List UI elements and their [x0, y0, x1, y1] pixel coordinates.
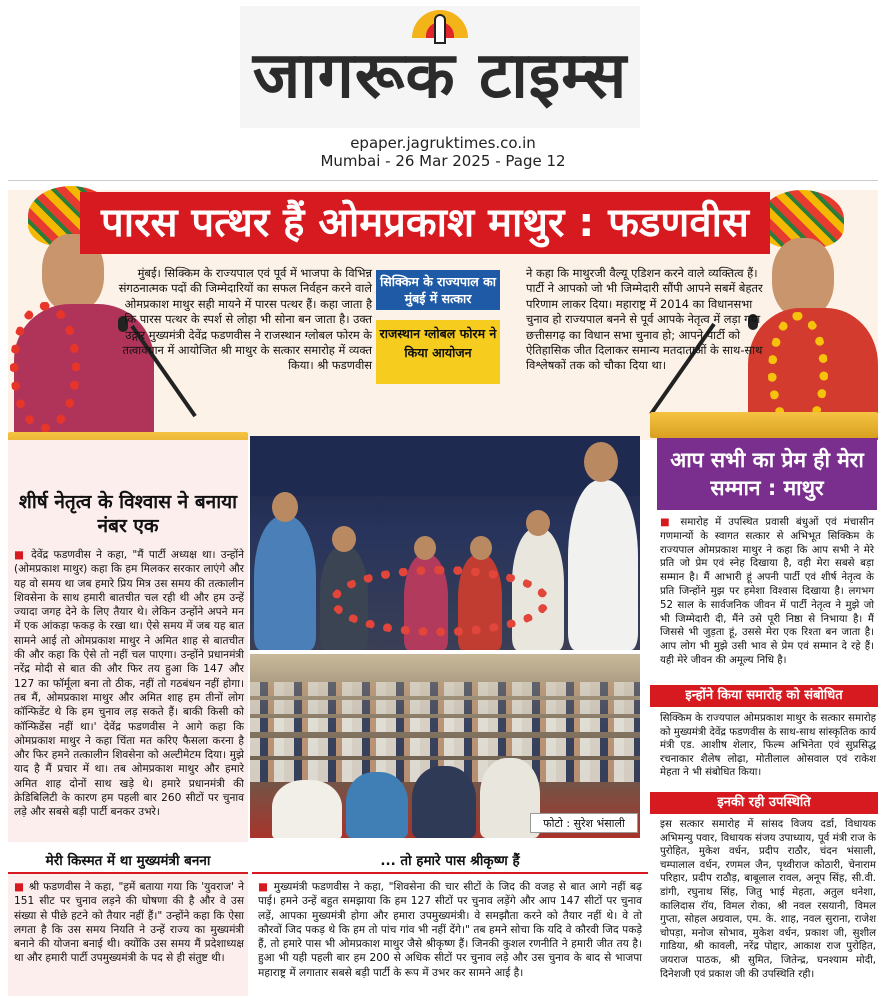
audience-front-3 [412, 766, 476, 838]
face-right [772, 238, 834, 318]
stage-person-1 [254, 516, 316, 650]
podium-right [650, 412, 878, 438]
masthead [240, 6, 640, 128]
stage-head-3 [414, 536, 436, 560]
lead-text-right: ने कहा कि माथुरजी वैल्यू एडिशन करने वाले व्यक्तित्व हैं। पार्टी ने आपको जो भी जिम्मेदारी सौंपी आपने सबमें बेहतर परिणाम लाकर दिया। महाराष्ट्र में 2014 का विधानसभा चुनाव हो राज्यपाल बनने से पूर्व आपके नेतृत्व में लड़ा गया छत्तीसगढ़ का विधान सभा चुनाव हो; आपने पार्टी को ऐतिहासिक जीत दिलाकर समान्य मतदाताओं के साथ-साथ विश्लेषकों तक को चौका दिया था। [526, 266, 763, 373]
highlight-box-forum: राजस्थान ग्लोबल फोरम ने किया आयोजन [376, 320, 500, 384]
garland-left [10, 302, 80, 432]
left-article-body [14, 548, 244, 820]
present-heading: इनकी रही उपस्थिति [650, 792, 878, 814]
newspaper-logo: जागरूक टाइम्स [252, 39, 628, 113]
right-article-heading: आप सभी का प्रेम ही मेरा सम्मान : माथुर [657, 438, 877, 510]
crowd-row-2 [250, 700, 640, 714]
addressed-heading: इन्होंने किया समारोह को संबोधित [650, 685, 878, 707]
bottom-mid-body [258, 880, 642, 980]
lead-text-left: मुंबई। सिक्किम के राज्यपाल एवं पूर्व में भाजपा के विभिन्न संगठनात्मक पदों की जिम्मेदारियों का सफल निर्वहन करने वाले ओमप्रकाश माथुर सही मायने में पारस पत्थर हैं। कहा जाता है कि पारस पत्थर के स्पर्श से लोहा भी सोना बन जाता है। उक्त उद्गार मुख्यमंत्री देवेंद्र फडणवीस ने राजस्थान ग्लोबल फोरम के तत्वावधान में आयोजित श्री माथुर के सत्कार समारोह में व्यक्त किया। श्री फडणवीस [118, 266, 372, 373]
crowd-row-4 [250, 738, 640, 756]
crowd-row-3 [250, 718, 640, 732]
present-body: इस सत्कार समारोह में सांसद विजय दर्डा, विधायक अभिमन्यु पवार, विधायक संजय उपाध्याय, पूर्व मंत्री राज के पुरोहित, मुकेश वर्धन, प्रदीप राठौर, चंदन भंसाली, चम्पालाल वर्धन, रणमल जैन, पृथ्वीराज कोठारी, चेनाराम परिहार, प्रदीप राठौड़, बाबूलाल रावल, अनूप सिंह, सी.वी. डांगी, रघुनाथ सिंह, जितु भाई मेहता, अतुल धनेशा, कालिदास रॉय, विमल रोका, श्री नवल रसयानी, विमल गुप्ता, सोहल अग्रवाल, एम. के. शाह, नवल सुराना, राजेश चोपड़ा, मनोज सोभाव, मुकेश वर्धन, प्रकाश जी, सुशील गाडिया, श्री कावली, नरेंद्र पोद्दार, आकाश राज पुरोहित, जयराज पाठक, श्री सुमित, जितेन्द्र, घनश्याम मोदी, दिनेशजी एवं प्रकाश जी की उपस्थिति रही। [660, 819, 876, 980]
bullet-icon: ■ [660, 517, 681, 528]
bottom-left-text: श्री फडणवीस ने कहा, "हमें बताया गया कि 'युवराज' ने 151 सीट पर चुनाव लड़ने की घोषणा की है और वे उस संख्या से पीछे हटने को तैयार नहीं हैं।" उन्होंने कहा कि ऐसा लगता है कि उस समय नियति ने उन्हें राज्य का मुख्यमंत्री बनाने की योजना बनाई थी। क्योंकि उस समय मैं प्रदेशाध्यक्ष था और हमारी पार्टी उपमुख्यमंत्री के पद से ही संतुष्ट थी। [14, 881, 244, 965]
bullet-icon: ■ [258, 881, 274, 893]
bottom-mid-text: मुख्यमंत्री फडणवीस ने कहा, "शिवसेना की चार सीटों के जिद की वजह से बात आगे नहीं बढ़ पाई। हमने उन्हें बहुत समझाया कि हम 127 सीटों पर चुनाव लड़ेंगे और आप 147 सीटों पर चुनाव लड़ें, आपका मुख्यमंत्री होगा और हमारा उपमुख्यमंत्री। वे समझौता करने को तैयार नहीं थे। वे तो कौरवों जिद पकड़ थे कि हम तो पांच गांव भी नहीं देंगे।" तब हमने सोचा कि यदि वे कौरवी जिद पकड़े हैं, तो हमारे पास भी ओमप्रकाश माथुर जैसे श्रीकृष्ण हैं। जिनकी कुशल रणनीति ने हमारी जीत तय है। हुआ भी यही पहली बार हम 200 से अधिक सीटों पर चुनाव लड़े और उस चुनाव के बाद से भाजपा महाराष्ट्र में लगातार सबसे बड़ी पार्टी के रूप में उभर कर सामने आई है। [258, 881, 642, 979]
bottom-left-heading: मेरी किस्मत में था मुख्यमंत्री बनना [8, 850, 248, 874]
bottom-mid-heading: ... तो हमारे पास श्रीकृष्ण हैं [252, 850, 648, 874]
stage-head-2 [332, 526, 356, 552]
stage-person-6 [568, 480, 638, 650]
audience-photo [250, 654, 640, 838]
right-article-text: समारोह में उपस्थित प्रवासी बंधुओं एवं मंचासीन गणमान्यों के स्वागत सत्कार से अभिभूत सिक्किम के राज्यपाल ओमप्रकाश माथुर ने कहा कि आप सभी ने मेरे प्रति जो प्रेम एवं स्नेह दिखाया है, वही मेरा सबसे बड़ा सम्मान है। मैं आभारी हूं अपनी पार्टी एवं शीर्ष नेतृत्व के प्रति जिन्होंने मुझ पर हमेशा विश्वास दिखाया है। लगभग 52 साल के सार्वजनिक जीवन में पार्टी नेतृत्व ने मुझे जो भी जिम्मेदारी दी, मैंने उसे पूरी निष्ठा से निभाया है। मैं जिससे भी जुड़ता हूं, उससे मेरा एक रिश्ता बन जाता है। आप लोग भी मुझे उसी भाव से प्रेम एवं सम्मान दे रहे हैं। यही मेरे जीवन की अमूल्य निधि है। [660, 517, 874, 666]
bullet-icon: ■ [14, 881, 29, 893]
stage-head-6 [584, 442, 618, 482]
crowd-row-1 [250, 682, 640, 696]
addressed-body: सिक्किम के राज्यपाल ओमप्रकाश माथुर के सत्कार समारोह को मुख्यमंत्री देवेंद्र फडणवीस के साथ-साथ सांस्कृतिक कार्य मंत्री एड. आशीष शेलार, फिल्म अभिनेता एवं सुप्रसिद्ध रचनाकार शैलेष लोढ़ा, मोतीलाल ओसवाल एवं राकेश मेहता ने भी संबोधित किया। [660, 713, 876, 779]
stage-head-1 [272, 492, 298, 522]
bullet-icon: ■ [14, 549, 32, 561]
epaper-site-link[interactable]: epaper.jagruktimes.co.in [350, 134, 536, 152]
stage-garland [330, 566, 550, 636]
left-article-text: देवेंद्र फडणवीस ने कहा, "मैं पार्टी अध्यक्ष था। उन्होंने (ओमप्रकाश माथुर) कहा कि हम मिलकर सरकार लाएंगे और यह वो समय था जब हमारे प्रिय मित्र उस समय की तत्कालीन शिवसेना के साथ हमारी बातचीत चल रही थी और हम उन्हें ज्यादा जगह देने के लिए तैयार थे। लेकिन उन्होंने अपने मन में एक आंकड़ा फकड़ के रखा था। ऐसे समय में जब यह बात सामने आई तो ओमप्रकाश माथुर ने अमित शाह से बातचीत की और कहा कि ऐसे तो नहीं चल पाएगा। उन्होंने प्रधानमंत्री नरेंद्र मोदी से बात की और फिर तय हुआ कि 147 और 127 का फॉर्मूला बना तो ठीक, नहीं तो गठबंधन नहीं होगा। तब मैं, ओमप्रकाश माथुर और अमित शाह हम तीनों लोग कॉन्फिडेंट थे कि हम चुनाव लड़ सकते हैं। बाकी किसी को कॉन्फिडेंस नहीं था।' देवेंद्र फडणवीस ने आगे कहा कि ओमप्रकाश माथुर ने कहा चिंता मत करिए फैसला करना है और फिर हमने तत्कालीन शिवसेना को अल्टीमेटम दिया। मुझे याद है मैं प्रचार में था। तब ओमप्रकाश माथुर और हमारे अमित शाह दोनों साथ खड़े थे। हमारे प्रधानमंत्री की क्रेडिबिलिटी के कारण हम पहली बार 260 सीटों पर चुनाव लड़े और सबसे बड़ी पार्टी बनकर उभरे। [14, 549, 244, 819]
left-article-heading: शीर्ष नेतृत्व के विश्वास ने बनाया नंबर एक [18, 491, 238, 537]
issue-line: Mumbai - 26 Mar 2025 - Page 12 [320, 152, 566, 170]
photo-credit: फोटो : सुरेश भंसाली [530, 813, 638, 833]
stage-head-5 [526, 510, 550, 536]
highlight-box-sikkim: सिक्किम के राज्यपाल का मुंबई में सत्कार [376, 270, 500, 310]
main-headline: पारस पत्थर हैं ओमप्रकाश माथुर : फडणवीस [80, 192, 770, 254]
right-article-body [660, 516, 874, 668]
audience-front-2 [346, 772, 408, 838]
stage-photo [250, 436, 640, 650]
edition-info [0, 134, 886, 170]
bottom-left-body [14, 880, 244, 966]
stage-head-4 [470, 536, 492, 560]
audience-front-1 [272, 780, 342, 838]
stage-backdrop [250, 436, 640, 496]
